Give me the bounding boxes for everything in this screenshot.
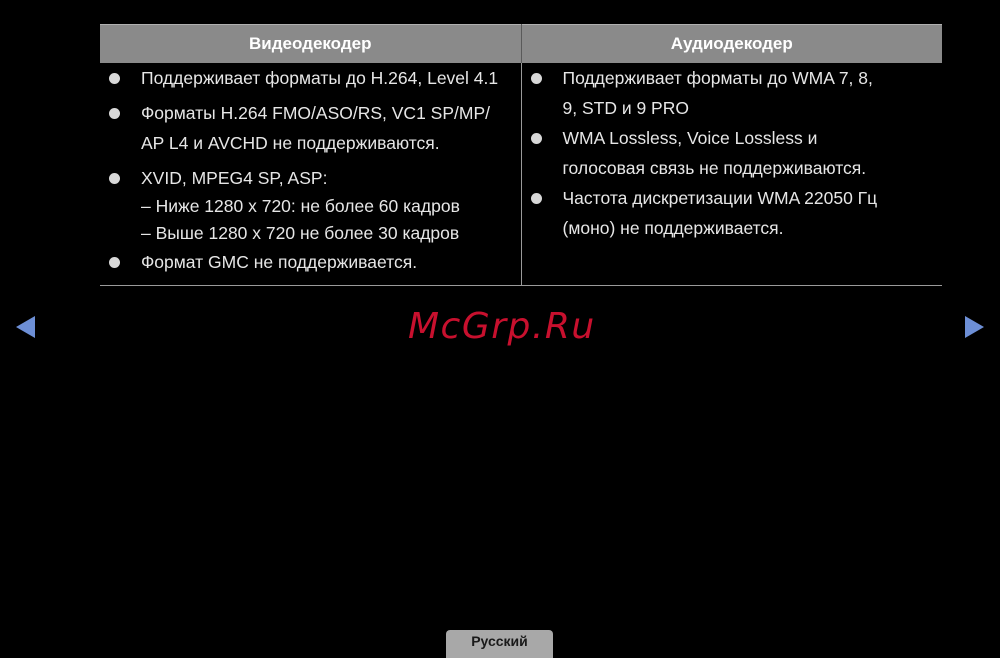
codec-table [100, 24, 942, 286]
audio-item-wma-lossless [522, 123, 943, 183]
item-text: WMA Lossless, Voice Lossless и [562, 128, 818, 148]
item-text: 9, STD и 9 PRO [562, 98, 689, 118]
video-item-h264-level [100, 63, 521, 93]
video-item-gmc [100, 247, 521, 277]
video-item-h264-fmo [100, 98, 521, 158]
item-text: Частота дискретизации WMA 22050 Гц [562, 188, 878, 208]
triangle-left-icon[interactable] [16, 316, 35, 338]
bullet-icon [109, 73, 120, 84]
audio-decoder-column [521, 63, 942, 286]
video-item-xvid [100, 163, 521, 247]
audio-item-sample-rate [522, 183, 943, 243]
triangle-right-icon[interactable] [965, 316, 984, 338]
audio-item-wma-formats [522, 63, 943, 123]
bullet-icon [109, 173, 120, 184]
bullet-icon [531, 133, 542, 144]
watermark-text: McGrp.Ru [408, 306, 596, 347]
item-text: XVID, MPEG4 SP, ASP: [141, 168, 328, 188]
item-text: AP L4 и AVCHD не поддерживаются. [141, 133, 440, 153]
bullet-icon [531, 73, 542, 84]
video-decoder-header: Видеодекодер [100, 25, 521, 64]
item-subtext: – Выше 1280 x 720 не более 30 кадров [141, 223, 460, 243]
item-text: голосовая связь не поддерживаются. [562, 158, 867, 178]
bullet-icon [109, 108, 120, 119]
item-text: Поддерживает форматы до WMA 7, 8, [562, 68, 873, 88]
item-subtext: – Ниже 1280 x 720: не более 60 кадров [141, 196, 460, 216]
language-tab[interactable]: Русский [446, 630, 553, 658]
item-text: Поддерживает форматы до H.264, Level 4.1 [141, 68, 499, 88]
bullet-icon [109, 257, 120, 268]
item-text: Формат GMC не поддерживается. [141, 252, 418, 272]
video-decoder-column [100, 63, 521, 286]
audio-decoder-header: Аудиодекодер [521, 25, 942, 64]
item-text: (моно) не поддерживается. [562, 218, 784, 238]
bullet-icon [531, 193, 542, 204]
item-text: Форматы H.264 FMO/ASO/RS, VC1 SP/MP/ [141, 103, 490, 123]
